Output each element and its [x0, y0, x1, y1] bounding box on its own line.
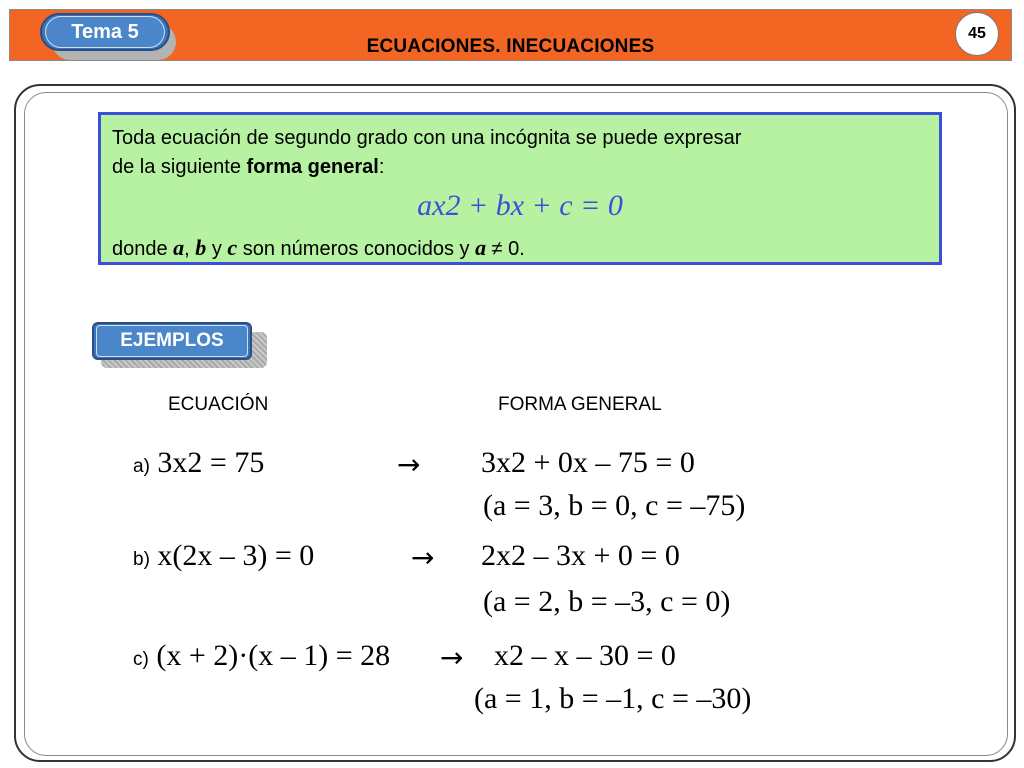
page-title: ECUACIONES. INECUACIONES	[366, 36, 655, 57]
example-a-coefficients: (a = 3, b = 0, c = –75)	[483, 489, 746, 522]
variable-c: c	[227, 235, 238, 260]
definition-box	[98, 112, 942, 265]
topic-badge: Tema 5	[45, 16, 165, 48]
page-number: 45	[955, 12, 999, 56]
example-c-general: x2 – x – 30 = 0	[494, 639, 676, 672]
arrow-icon: →	[411, 541, 435, 574]
separator: y	[206, 238, 228, 260]
definition-line-1: Toda ecuación de segundo grado con una incógnita se puede expresar	[112, 127, 742, 149]
variable-b: b	[195, 235, 207, 260]
example-label: b)	[133, 549, 150, 570]
variable-a: a	[173, 235, 185, 260]
example-b-coefficients: (a = 2, b = –3, c = 0)	[483, 585, 731, 618]
example-b-equation	[133, 539, 314, 573]
arrow-icon: →	[397, 448, 421, 481]
definition-text: son números conocidos y	[237, 238, 476, 260]
examples-badge: EJEMPLOS	[96, 325, 248, 357]
example-b-general: 2x2 – 3x + 0 = 0	[481, 539, 680, 572]
definition-bold-term: forma general	[246, 156, 379, 178]
general-formula: ax2 + bx + c = 0	[417, 189, 623, 222]
equation-text: (x + 2)·(x – 1) = 28	[156, 639, 391, 672]
example-a-general: 3x2 + 0x – 75 = 0	[481, 446, 695, 479]
column-header-general-form: FORMA GENERAL	[498, 394, 662, 415]
example-a-equation	[133, 446, 264, 480]
example-label: a)	[133, 456, 150, 477]
arrow-icon: →	[440, 641, 464, 674]
definition-line-4	[112, 235, 525, 261]
definition-text: donde	[112, 238, 174, 260]
column-header-equation: ECUACIÓN	[168, 394, 269, 415]
example-c-coefficients: (a = 1, b = –1, c = –30)	[474, 682, 752, 715]
definition-line-2	[112, 156, 384, 179]
example-label: c)	[133, 649, 149, 670]
equation-text: x(2x – 3) = 0	[157, 539, 315, 572]
equation-text: 3x2 = 75	[157, 446, 265, 479]
definition-text: :	[378, 156, 385, 178]
separator: ,	[184, 238, 196, 260]
definition-text: ≠ 0.	[486, 238, 525, 260]
variable-a: a	[475, 235, 487, 260]
example-c-equation	[133, 639, 390, 673]
definition-text: de la siguiente	[112, 156, 247, 178]
